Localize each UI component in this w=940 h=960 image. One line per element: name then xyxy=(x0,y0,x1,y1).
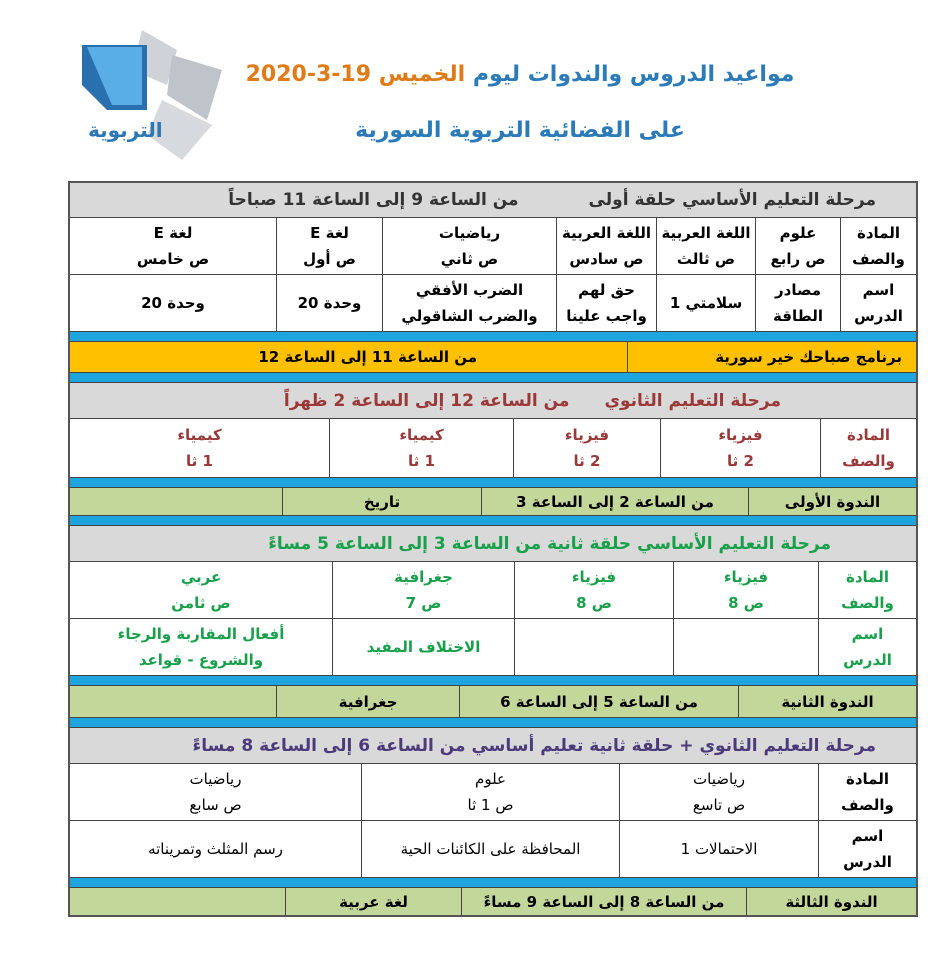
seminar3-label: الندوة الثالثة xyxy=(746,888,916,915)
section3-title: مرحلة التعليم الأساسي حلقة ثانية من الساعة 3 إلى الساعة 5 مساءً xyxy=(268,533,831,554)
separator xyxy=(70,373,916,382)
seminar1-time: من الساعة 2 إلى الساعة 3 xyxy=(481,488,748,515)
lesson-cell: الاحتمالات 1 xyxy=(619,821,818,877)
logo-text: التربوية xyxy=(88,118,163,142)
seminar1-label: الندوة الأولى xyxy=(748,488,916,515)
lesson-cell: مصادر الطاقة xyxy=(755,275,840,331)
empty-cell xyxy=(70,686,276,717)
subject-cell: علوم ص 1 ثا xyxy=(361,764,619,820)
program-row xyxy=(70,341,916,373)
section4-banner xyxy=(70,727,916,764)
seminar1-topic: تاريخ xyxy=(282,488,481,515)
section4-title: مرحلة التعليم الثانوي + حلقة ثانية تعليم أساسي من الساعة 6 إلى الساعة 8 مساءً xyxy=(192,735,876,756)
seminar3-row xyxy=(70,887,916,917)
section1-lessons-row xyxy=(70,275,916,332)
lesson-cell: الضرب الأفقي والضرب الشاقولي xyxy=(382,275,556,331)
empty-cell xyxy=(70,488,282,515)
section1-title: مرحلة التعليم الأساسي حلقة أولى xyxy=(588,190,876,210)
section1-time: من الساعة 9 إلى الساعة 11 صباحاً xyxy=(228,190,519,210)
lesson-cell: المحافظة على الكائنات الحية xyxy=(361,821,619,877)
page-title xyxy=(240,62,800,87)
seminar2-label: الندوة الثانية xyxy=(738,686,916,717)
subject-cell: جغرافية ص 7 xyxy=(332,562,514,618)
seminar2-row xyxy=(70,685,916,718)
label-subject-class: المادة والصف xyxy=(840,218,916,274)
lesson-cell: وحدة 20 xyxy=(141,294,205,312)
empty-cell xyxy=(70,888,285,915)
label-subject-class: المادة والصف xyxy=(820,419,916,477)
separator xyxy=(70,676,916,685)
seminar3-time: من الساعة 8 إلى الساعة 9 مساءً xyxy=(461,888,746,915)
subject-cell: كيمياء 1 ثا xyxy=(329,419,513,477)
lesson-cell: حق لهم واجب علينا xyxy=(556,275,656,331)
subject-cell: عربي ص ثامن xyxy=(171,568,231,612)
section4-lessons-row xyxy=(70,821,916,878)
subject-cell: كيمياء 1 ثا xyxy=(177,426,222,470)
title-date: الخميس 19-3-2020 xyxy=(245,62,466,87)
seminar2-topic: جغرافية xyxy=(276,686,459,717)
section3-subjects-row xyxy=(70,562,916,619)
subject-cell: فيزياء 2 ثا xyxy=(513,419,660,477)
subject-cell: لغة E ص أول xyxy=(276,218,382,274)
label-lesson-name: اسم الدرس xyxy=(818,619,916,675)
subject-cell: اللغة العربية ص ثالث xyxy=(656,218,755,274)
program-label: برنامج صباحك خير سورية xyxy=(627,342,916,372)
section1-subjects-row xyxy=(70,218,916,275)
lesson-cell xyxy=(673,619,818,675)
lesson-cell xyxy=(514,619,673,675)
lesson-cell: سلامتي 1 xyxy=(656,275,755,331)
section3-banner xyxy=(70,525,916,562)
subject-cell: لغة E ص خامس xyxy=(136,224,210,268)
subject-cell: اللغة العربية ص سادس xyxy=(556,218,656,274)
section2-title: مرحلة التعليم الثانوي xyxy=(604,390,781,411)
subject-cell: رياضيات ص ثاني xyxy=(382,218,556,274)
section4-subjects-row xyxy=(70,764,916,821)
separator xyxy=(70,516,916,525)
lesson-cell: أفعال المقاربة والرجاء والشروع - قواعد xyxy=(117,625,285,669)
seminar3-topic: لغة عربية xyxy=(285,888,461,915)
subject-cell: رياضيات ص سابع xyxy=(189,770,242,814)
title-prefix: مواعيد الدروس والندوات ليوم xyxy=(472,62,795,87)
subject-cell: فيزياء ص 8 xyxy=(514,562,673,618)
separator xyxy=(70,718,916,727)
lesson-cell: الاختلاف المفيد xyxy=(332,619,514,675)
label-subject-class: المادة والصف xyxy=(818,562,916,618)
separator xyxy=(70,332,916,341)
program-time: من الساعة 11 إلى الساعة 12 xyxy=(258,348,477,366)
seminar2-time: من الساعة 5 إلى الساعة 6 xyxy=(459,686,738,717)
label-lesson-name: اسم الدرس xyxy=(818,821,916,877)
section2-time: من الساعة 12 إلى الساعة 2 ظهراً xyxy=(283,390,570,411)
lesson-cell: رسم المثلث وتمريناته xyxy=(148,840,283,858)
page-subtitle: على الفضائية التربوية السورية xyxy=(355,118,685,143)
subject-cell: فيزياء ص 8 xyxy=(673,562,818,618)
seminar1-row xyxy=(70,487,916,516)
separator xyxy=(70,478,916,487)
subject-cell: فيزياء 2 ثا xyxy=(660,419,820,477)
separator xyxy=(70,878,916,887)
lesson-cell: وحدة 20 xyxy=(276,275,382,331)
section3-lessons-row xyxy=(70,619,916,676)
subject-cell: علوم ص رابع xyxy=(755,218,840,274)
label-subject-class: المادة والصف xyxy=(818,764,916,820)
section2-subjects-row xyxy=(70,419,916,478)
subject-cell: رياضيات ص تاسع xyxy=(619,764,818,820)
section2-banner xyxy=(70,382,916,419)
label-lesson-name: اسم الدرس xyxy=(840,275,916,331)
section1-banner xyxy=(70,181,916,218)
schedule-table xyxy=(68,181,918,917)
